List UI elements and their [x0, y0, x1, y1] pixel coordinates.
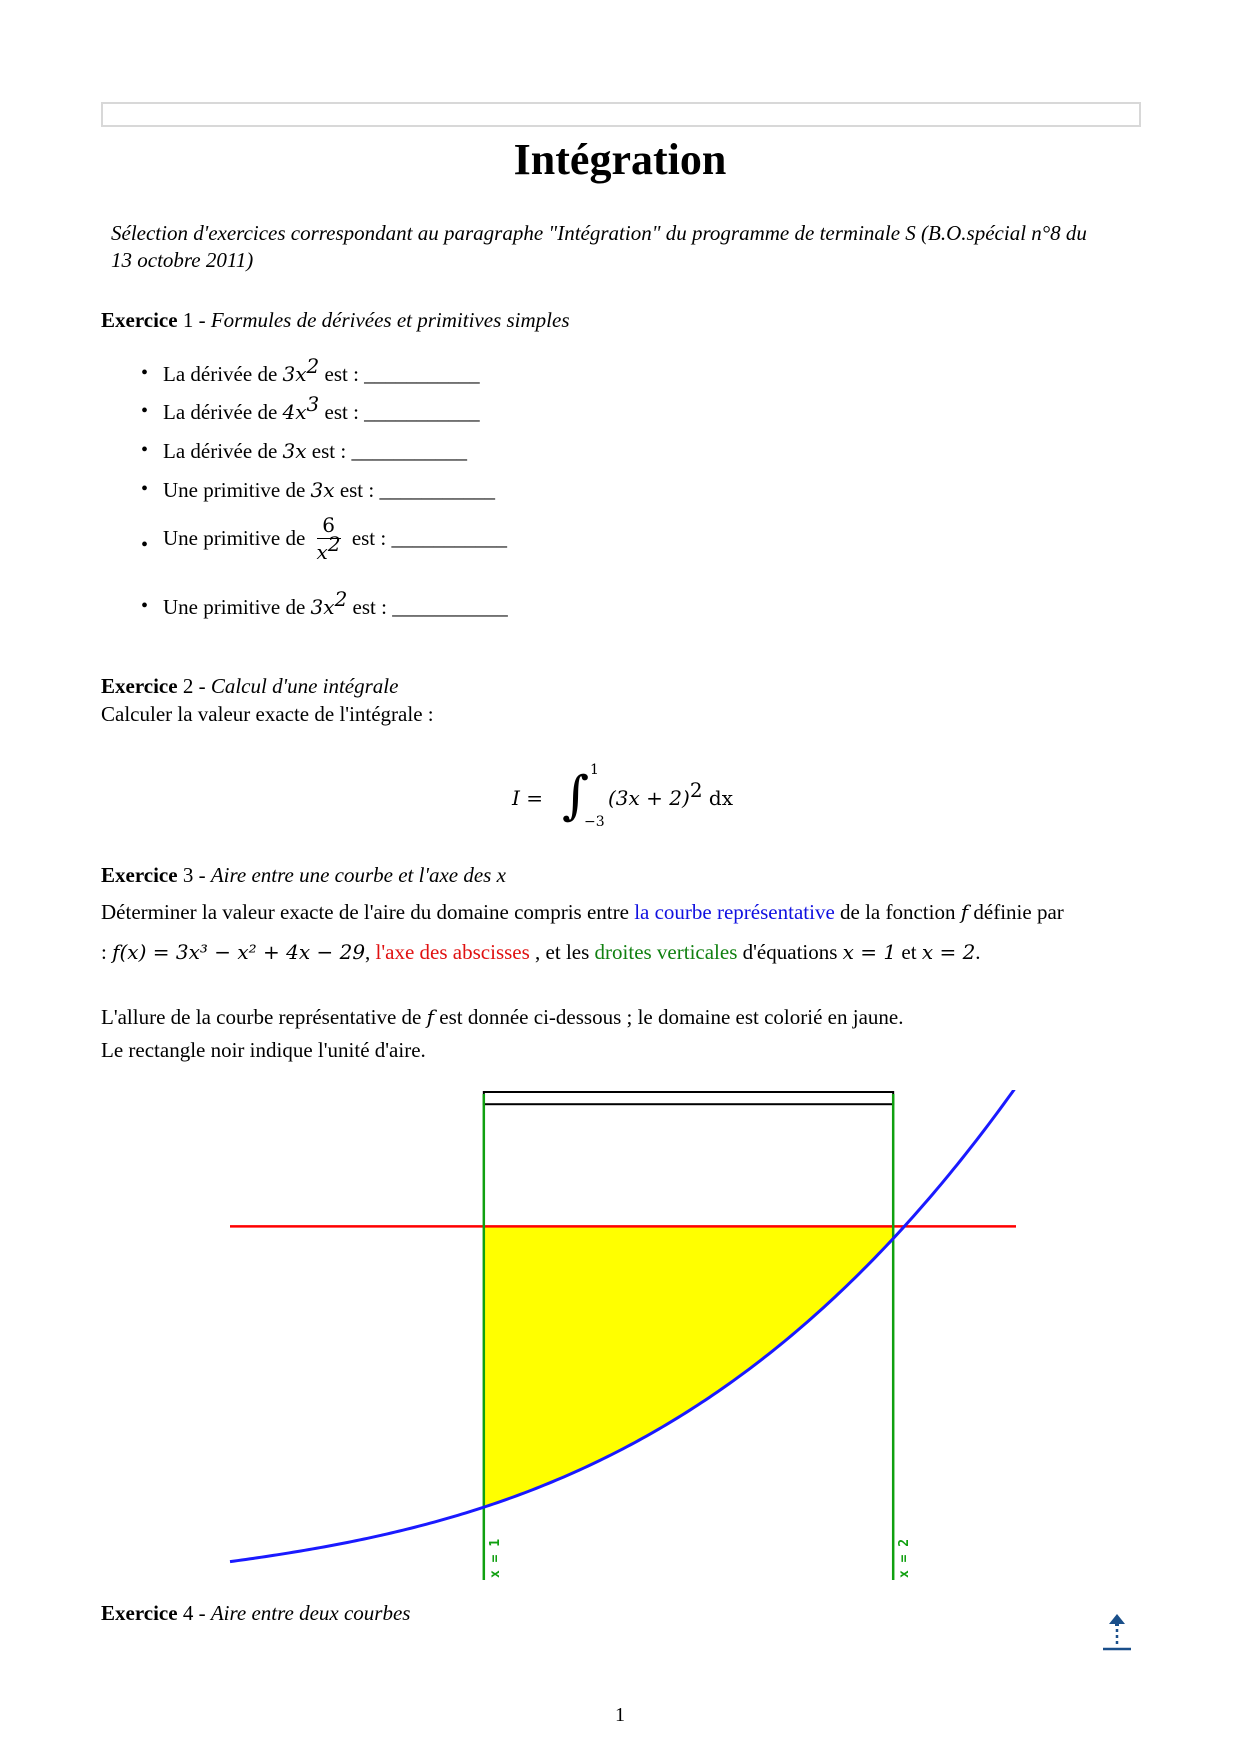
integrand: (3x + 2) — [608, 786, 690, 810]
area-figure — [228, 1090, 1018, 1580]
unit-rectangle — [484, 1092, 893, 1104]
exercise-label: Exercice — [101, 1601, 178, 1625]
exercise-number: 2 - — [182, 674, 211, 698]
exercise-3-heading — [101, 863, 506, 888]
integral-sign-icon: ∫ — [562, 766, 590, 826]
exercise-4-heading — [101, 1601, 410, 1626]
integral-formula: I = ∫ 1 −3 $(3x + 2)^2$ dx — [512, 762, 733, 830]
exercise-3-line-1: Déterminer la valeur exacte de l'aire du domaine compris entre la courbe représentative de la fonction f définie par — [101, 900, 1064, 924]
exercise-number: 4 - — [182, 1601, 211, 1625]
exercise-3-line-3: L'allure de la courbe représentative de f est donnée ci-dessous ; le domaine est colorié en jaune. — [101, 1005, 904, 1029]
integral-lower-bound: −3 — [584, 814, 605, 830]
exercise-title: Formules de dérivées et primitives simples — [210, 308, 570, 332]
page-number: 1 — [615, 1704, 625, 1726]
exercise-number: 1 - — [182, 308, 211, 332]
axis-reference: l'axe des abscisses — [375, 940, 530, 964]
exercise-label: Exercice — [101, 863, 178, 887]
curve-reference: la courbe représentative — [634, 900, 835, 924]
exercise-label: Exercice — [101, 674, 178, 698]
shaded-area — [484, 1226, 893, 1507]
intro-text: Sélection d'exercices correspondant au paragraphe "Intégration" du programme de terminale S (B.O.spécial n°8 du 13 octobre 2011) — [111, 221, 1087, 272]
exercise-title: Aire entre une courbe et l'axe des x — [210, 863, 506, 887]
integral-upper-bound: 1 — [590, 762, 599, 778]
exercise-3-line-4: Le rectangle noir indique l'unité d'aire. — [101, 1038, 426, 1062]
vertical-line-label: x = 1 — [487, 1538, 503, 1578]
exercise-title: Calcul d'une intégrale — [210, 674, 399, 698]
function-formula: f(x) = 3x³ − x² + 4x − 29 — [112, 940, 366, 964]
exercise-number: 3 - — [182, 863, 211, 887]
exercise-3-line-2: : f(x) = 3x³ − x² + 4x − 29, l'axe des abscisses , et les droites verticales d'équations x = 1 et x = 2. — [101, 940, 981, 964]
fraction: $\frac{6}{x^2}$ — [316, 513, 341, 564]
top-border-box — [101, 102, 1141, 127]
integral-lhs: I = — [512, 786, 544, 810]
exercise-1-heading — [101, 308, 570, 333]
exercise-2-heading — [101, 674, 398, 699]
exercise-2-instruction: Calculer la valeur exacte de l'intégrale : — [101, 702, 434, 726]
exercise-title: Aire entre deux courbes — [210, 1601, 411, 1625]
vertical-line-label: x = 2 — [897, 1538, 913, 1578]
page-title: Intégration — [513, 135, 727, 184]
verticals-reference: droites verticales — [594, 940, 738, 964]
exercise-label: Exercice — [101, 308, 178, 332]
up-arrow-icon[interactable] — [1102, 1612, 1132, 1652]
